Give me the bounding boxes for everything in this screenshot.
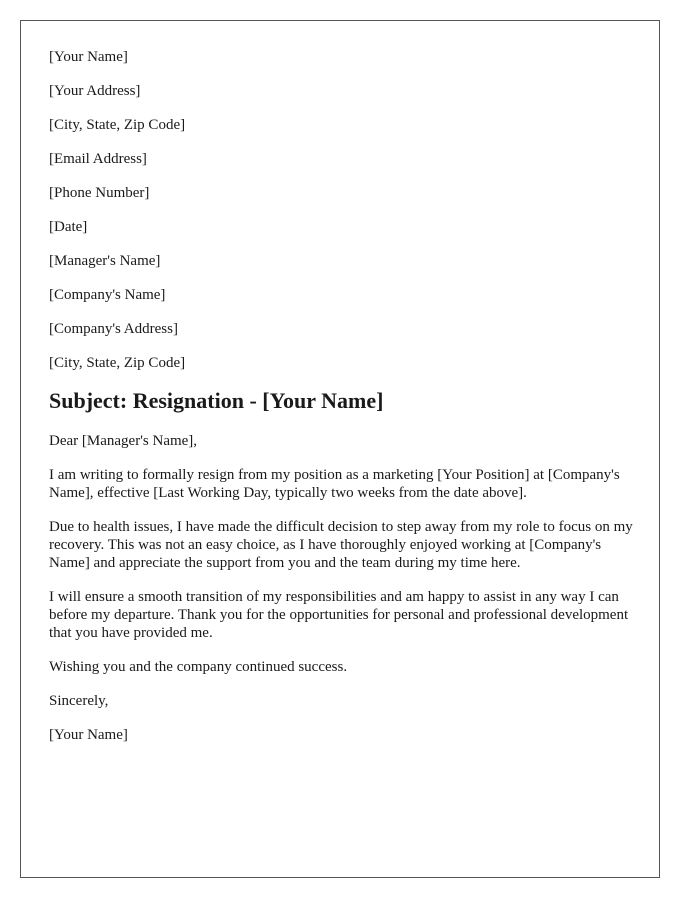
letter-page bbox=[20, 20, 660, 878]
recipient-city-state-zip: [City, State, Zip Code] bbox=[49, 355, 186, 371]
body-paragraph-wishes: Wishing you and the company continued success. bbox=[49, 659, 348, 675]
recipient-block bbox=[49, 252, 639, 372]
letter-date: [Date] bbox=[49, 219, 88, 235]
subject-heading: Subject: Resignation - [Your Name] bbox=[49, 388, 384, 413]
salutation: Dear [Manager's Name], bbox=[49, 433, 198, 449]
body-paragraph-reason: Due to health issues, I have made the difficult decision to step away from my role to focus on my recovery. This was not an easy choice, as I have thoroughly enjoyed working at [Company's Name] and appreciate the support from you and the team during my time here. bbox=[49, 519, 633, 571]
sender-name: [Your Name] bbox=[49, 49, 128, 65]
sender-email: [Email Address] bbox=[49, 151, 147, 167]
recipient-company-name: [Company's Name] bbox=[49, 287, 166, 303]
signature: [Your Name] bbox=[49, 727, 128, 743]
sender-block bbox=[49, 48, 639, 236]
body-paragraph-transition: I will ensure a smooth transition of my responsibilities and am happy to assist in any way I can before my departure. Thank you for the opportunities for personal and professional development that you have provided me. bbox=[49, 589, 629, 641]
body-paragraph-resignation: I am writing to formally resign from my position as a marketing [Your Position] at [Company's Name], effective [Last Working Day, typically two weeks from the date above]. bbox=[49, 467, 620, 501]
sender-city-state-zip: [City, State, Zip Code] bbox=[49, 117, 186, 133]
sender-address: [Your Address] bbox=[49, 83, 141, 99]
closing: Sincerely, bbox=[49, 693, 109, 709]
recipient-manager-name: [Manager's Name] bbox=[49, 253, 161, 269]
sender-phone: [Phone Number] bbox=[49, 185, 150, 201]
letter-content bbox=[49, 48, 639, 760]
recipient-company-address: [Company's Address] bbox=[49, 321, 178, 337]
